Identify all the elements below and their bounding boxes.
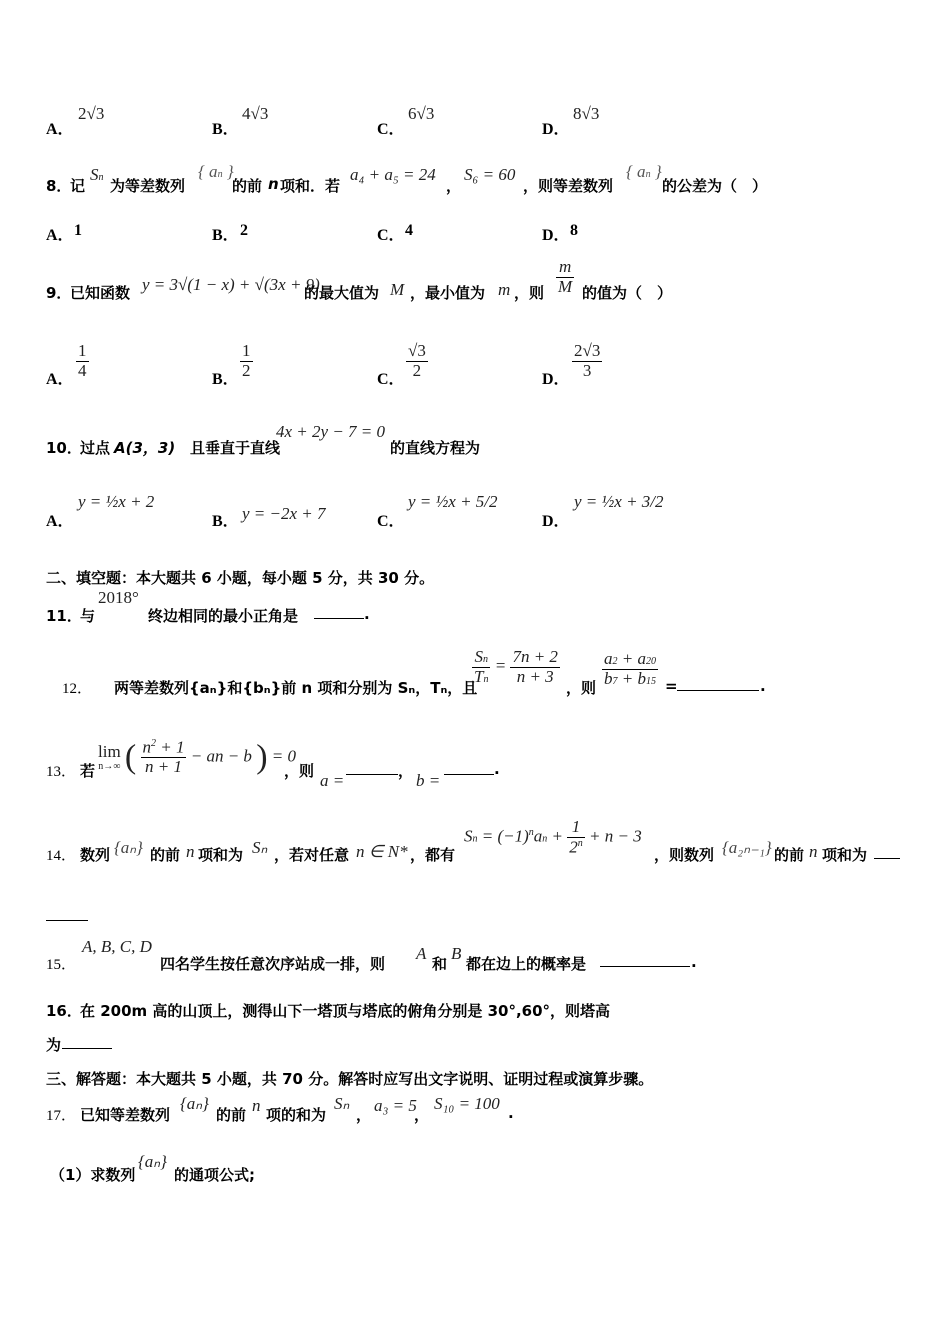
q14-condition: n ∈ N* [356,842,408,861]
q14-sequence-2: {a₂ₙ₋₁} [722,838,772,857]
q9-text-1: 已知函数 [70,284,131,302]
q10-option-c-value: y = ½x + 5/2 [408,492,498,511]
q12-equals: = [665,677,678,695]
q9-number: 9． [46,284,72,302]
q8-n: n [268,175,279,193]
q11-number: 11． [46,607,82,625]
q17-part-1-text-2: 的通项公式; [174,1166,255,1184]
q9-text-4: ，则 [514,284,545,302]
q13-number: 13． [46,764,77,780]
q16-text-1: 在 200m 高的山顶上，测得山下一塔顶与塔底的俯角分别是 30°,60°，则塔高 [80,1002,611,1020]
q15-answer-blank [600,952,690,967]
q9-text-3: ，最小值为 [410,284,486,302]
q17-text-3: 项的和为 [266,1106,327,1124]
q14-text-8: 项和为 [822,846,868,864]
q12-end: . [760,677,766,695]
q17-comma-1: ， [356,1106,372,1124]
q16-text-2: 为 [46,1036,62,1054]
q17-sum-symbol: Sₙ [334,1094,350,1113]
q9-text-2: 的最大值为 [304,284,380,302]
q12-text-2: ，则 [566,679,597,697]
q11-text-1: 与 [80,607,96,625]
q17-comma-2: ， [414,1106,430,1124]
q10-text-3: 的直线方程为 [390,439,481,457]
q8-option-b-label: B． [212,227,239,244]
q13-b-label: b = [416,771,441,790]
q8-option-d-value: 8 [570,222,578,239]
q7-option-a-value: 2√3 [78,104,105,123]
q17-text-2: 的前 [216,1106,247,1124]
q9-option-c-fraction: $\frac{√3}{2}$ [408,341,426,380]
q14-number: 14． [46,848,77,864]
section-3-heading: 三、解答题：本大题共 5 小题，共 70 分。解答时应写出文字说明、证明过程或演算步骤。 [46,1070,654,1088]
q17-text-1: 已知等差数列 [80,1106,171,1124]
q10-option-a-label: A． [46,513,74,530]
q9-option-d-fraction: $\frac{2√3}{3}$ [574,341,601,380]
q10-line-equation: 4x + 2y − 7 = 0 [276,422,386,441]
q8-text-2: 为等差数列 [110,177,186,195]
q17-condition-2: S₁₀ = 100 [434,1094,500,1113]
q10-point: A(3，3) [114,439,176,457]
q8-sequence-symbol-2: { an } [626,162,662,181]
q13-text-2: ，则 [284,762,315,780]
q14-text-1: 数列 [80,846,111,864]
q12-text-1: 两等差数列{aₙ}和{bₙ}前 n 项和分别为 Sₙ，Tₙ，且 [114,679,478,697]
q7-option-a-label: A． [46,121,74,138]
q8-text-1: 记 [70,177,86,195]
q13-a-label: a = [320,771,345,790]
q9-ratio: $\frac{m}{M}$ [558,257,573,296]
q8-number: 8． [46,177,72,195]
q14-answer-blank-2 [46,906,88,921]
q15-text-3: 都在边上的概率是 [466,955,587,973]
q14-text-6: ，则数列 [654,846,715,864]
q17-part-1-sequence: {aₙ} [138,1152,167,1171]
q8-text-5: ，则等差数列 [523,177,614,195]
q15-text-2: 和 [432,955,448,973]
q13-b-blank [444,760,494,775]
q17-number: 17． [46,1108,77,1124]
q8-sn-symbol: Sn [90,165,104,184]
q12-condition: $\frac{Sn}{Tn}$ = $\frac{7n + 2}{n + 3}$ [474,647,558,686]
q14-answer-blank-1 [874,844,900,859]
q10-option-b-label: B． [212,513,239,530]
q9-option-b-label: B． [212,371,239,388]
q9-option-a-fraction: $\frac{1}{4}$ [78,341,87,380]
section-2-heading: 二、填空题：本大题共 6 小题，每小题 5 分，共 30 分。 [46,569,435,587]
q17-sequence: {aₙ} [180,1094,209,1113]
q9-text-5: 的值为（ ） [582,284,673,302]
q14-text-2: 的前 [150,846,181,864]
q14-sum-symbol: Sₙ [252,838,268,857]
q7-option-c-label: C． [377,121,405,138]
q16-number: 16． [46,1002,82,1020]
q14-n: n [186,842,195,861]
q14-text-5: ，都有 [410,846,456,864]
q7-option-d-value: 8√3 [573,104,600,123]
q9-function: y = 3√(1 − x) + √(3x + 9) [142,275,320,294]
q11-angle: 2018° [98,588,139,607]
q8-text-3: 的前 [232,177,263,195]
q10-number: 10． [46,439,82,457]
q13-limit-expression: lim n→∞ ( $\frac{n^2 + 1}{n + 1}$ − an − b ) = 0 [98,737,296,777]
q8-option-b-value: 2 [240,222,248,239]
q8-text-4: 项和．若 [280,177,341,195]
q15-number: 15． [46,957,77,973]
q10-option-d-value: y = ½x + 3/2 [574,492,664,511]
q15-b: B [451,944,462,963]
q13-text-1: 若 [80,762,96,780]
q8-option-d-label: D． [542,227,570,244]
q10-option-d-label: D． [542,513,570,530]
q10-option-b-value: y = −2x + 7 [242,504,326,523]
q11-answer-blank [314,604,364,619]
q15-a: A [416,944,427,963]
q14-text-7: 的前 [774,846,805,864]
q8-condition-1: a₄ + a₅ = 24 [350,165,436,184]
q8-text-6: 的公差为（ ） [662,177,768,195]
q11-text-2: 终边相同的最小正角是 [148,607,299,625]
q13-end: . [494,760,500,778]
q7-option-b-value: 4√3 [242,104,269,123]
q17-part-1-text: （1）求数列 [50,1166,136,1184]
q15-text-1: 四名学生按任意次序站成一排，则 [160,955,386,973]
q12-ask: $\frac{a2 + a20}{b7 + b15}$ [604,649,656,688]
q17-n: n [252,1096,261,1115]
q15-variables: A, B, C, D [82,937,152,956]
q16-answer-blank [62,1034,112,1049]
q7-option-d-label: D． [542,121,570,138]
q17-condition-1: a₃ = 5 [374,1096,417,1115]
q8-comma: ， [446,177,462,195]
q17-end: . [508,1104,514,1122]
q10-option-c-label: C． [377,513,405,530]
q8-sequence-symbol: { an } [198,162,234,181]
q9-option-d-label: D． [542,371,570,388]
q9-option-a-label: A． [46,371,74,388]
q8-option-a-label: A． [46,227,74,244]
q13-a-blank [346,760,398,775]
q8-option-a-value: 1 [74,222,82,239]
q9-option-b-fraction: $\frac{1}{2}$ [242,341,251,380]
q14-text-3: 项和为 [198,846,244,864]
q12-number: 12． [62,681,93,697]
q9-option-c-label: C． [377,371,405,388]
q7-option-b-label: B． [212,121,239,138]
q7-option-c-value: 6√3 [408,104,435,123]
q11-end: . [364,605,370,623]
q12-answer-blank [677,676,759,691]
q10-text-1: 过点 [80,439,111,457]
q10-option-a-value: y = ½x + 2 [78,492,155,511]
q14-formula: $Sn = (-1)^nan$ + $\frac{1}{2^n}$ + n − 3 [464,817,642,857]
q14-sequence: {aₙ} [114,838,143,857]
q10-text-2: 且垂直于直线 [190,439,281,457]
q9-min-symbol: m [498,280,511,299]
q8-condition-2: S₆ = 60 [464,165,516,184]
q8-option-c-value: 4 [405,222,413,239]
q15-end: . [691,953,697,971]
q14-n-2: n [809,842,818,861]
q14-text-4: ，若对任意 [274,846,350,864]
q9-max-symbol: M [390,280,405,299]
q8-option-c-label: C． [377,227,405,244]
q13-comma: ， [398,762,414,780]
